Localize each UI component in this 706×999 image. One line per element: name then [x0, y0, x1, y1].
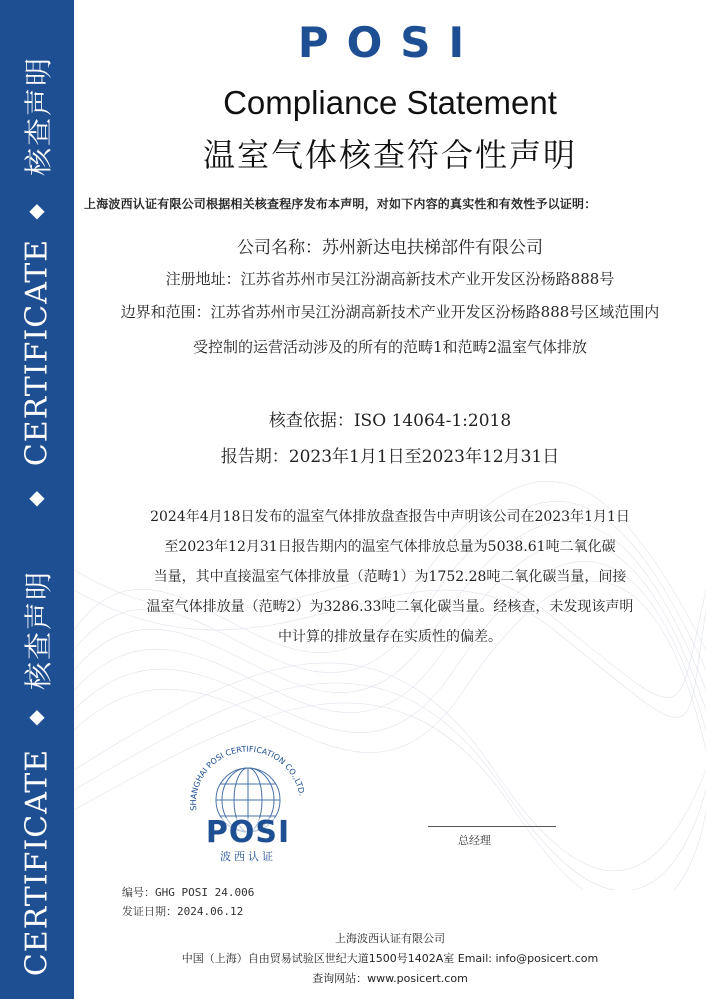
seal-cn-name: 波西认证: [220, 850, 276, 863]
seal-ring-text: SHANGHAI POSI CERTIFICATION CO.,LTD.: [188, 744, 307, 812]
posi-seal: [178, 740, 318, 880]
signature-label: 总经理: [458, 834, 491, 847]
boundary-scope-line1: 边界和范围：江苏省苏州市吴江汾湖高新技术产业开发区汾杨路888号区域范围内: [120, 303, 660, 321]
certificate-number: 编号：GHG POSI 24.006: [122, 886, 255, 899]
sidebar-label-cn-bottom: 核查声明: [22, 569, 55, 691]
signature-line: [428, 826, 556, 827]
verification-standard: 核查依据：ISO 14064-1:2018: [268, 411, 512, 431]
reporting-period: 报告期：2023年1月1日至2023年12月31日: [220, 447, 560, 467]
title-chinese: 温室气体核查符合性声明: [202, 136, 577, 174]
posi-logo: POSI: [297, 18, 483, 67]
sidebar-label-cn-top: 核查声明: [22, 55, 55, 177]
sidebar-label-en-bottom: CERTIFICATE: [19, 748, 55, 977]
registered-address: 注册地址：江苏省苏州市吴江汾湖高新技术产业开发区汾杨路888号: [165, 270, 615, 288]
seal-logo: POSI: [205, 815, 291, 850]
statement-line: 中计算的排放量存在实质性的偏差。: [278, 629, 502, 645]
footer-website: 查询网站：www.posicert.com: [312, 972, 468, 985]
statement-body: [110, 502, 670, 652]
sidebar-label-en-top: CERTIFICATE: [19, 238, 55, 467]
diamond-icon: ◆: [29, 704, 45, 728]
statement-line: 温室气体排放量（范畴2）为3286.33吨二氧化碳当量。经核查，未发现该声明: [146, 599, 634, 615]
intro-statement: 上海波西认证有限公司根据相关核查程序发布本声明，对如下内容的真实性和有效性予以证明：: [84, 197, 597, 211]
boundary-scope-line2: 受控制的运营活动涉及的所有的范畴1和范畴2温室气体排放: [192, 338, 588, 356]
statement-line: 2024年4月18日发布的温室气体排放盘查报告中声明该公司在2023年1月1日: [150, 509, 630, 525]
statement-line: 当量，其中直接温室气体排放量（范畴1）为1752.28吨二氧化碳当量，间接: [153, 569, 627, 585]
sidebar-band: [0, 0, 74, 999]
diamond-icon: ◆: [29, 198, 45, 222]
title-english: Compliance Statement: [223, 84, 557, 121]
issue-date: 发证日期：2024.06.12: [122, 905, 244, 918]
footer-company: 上海波西认证有限公司: [335, 932, 445, 945]
company-name: 公司名称：苏州新达电扶梯部件有限公司: [237, 238, 543, 258]
diamond-icon: ◆: [29, 485, 45, 509]
statement-line: 至2023年12月31日报告期内的温室气体排放总量为5038.61吨二氧化碳: [164, 539, 616, 555]
footer-address: 中国（上海）自由贸易试验区世纪大道1500号1402A室 Email: info@posicert.com: [181, 952, 599, 965]
